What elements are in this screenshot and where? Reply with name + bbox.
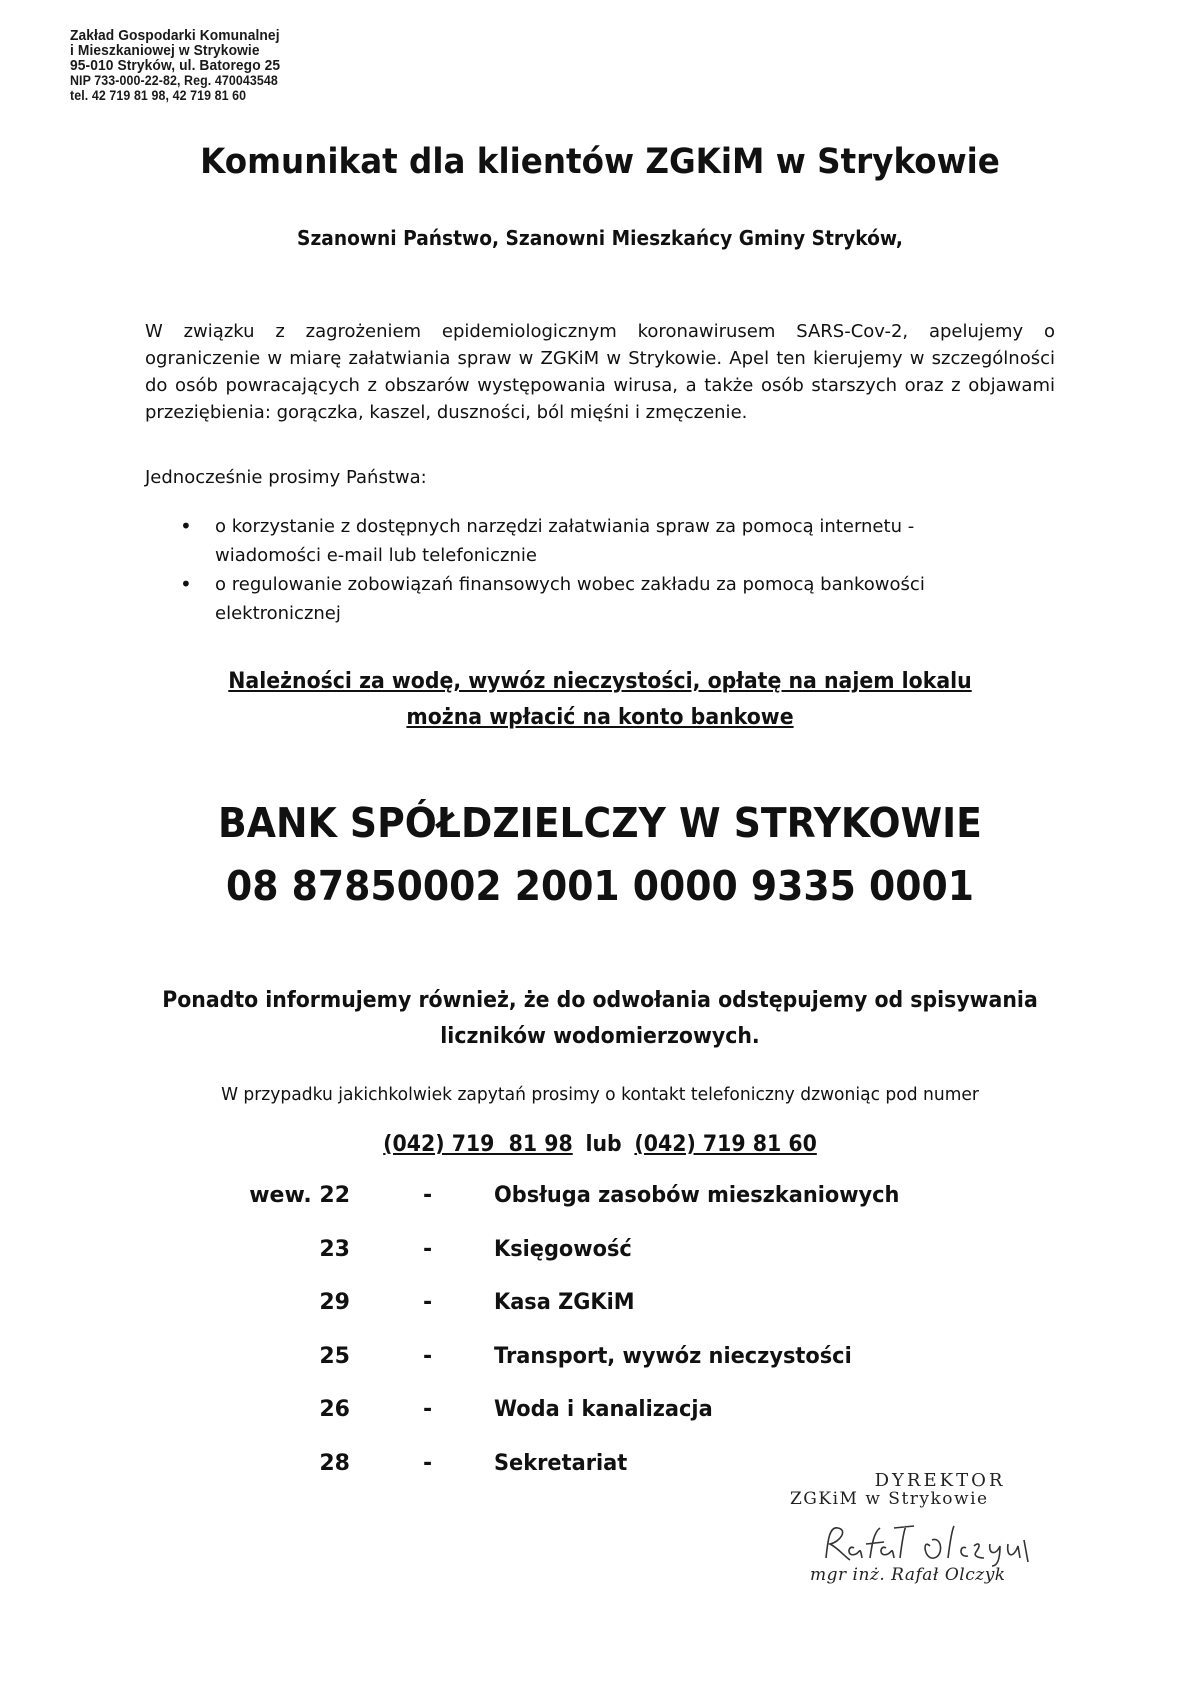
extension-dash: - (423, 1183, 433, 1208)
extension-description: Księgowość (494, 1236, 632, 1262)
contact-text: W przypadku jakichkolwiek zapytań prosimy o kontakt telefoniczny dzwoniąc pod numer (221, 1084, 979, 1105)
extension-dash: - (423, 1343, 433, 1369)
extension-description: Kasa ZGKiM (494, 1290, 635, 1315)
phone-separator: lub (585, 1132, 622, 1157)
extension-description: Woda i kanalizacja (494, 1397, 713, 1422)
handwritten-signature (818, 1518, 1048, 1568)
extension-dash: - (423, 1236, 433, 1262)
extension-description: Obsługa zasobów mieszkaniowych (494, 1183, 900, 1208)
info-line-2: liczników wodomierzowych. (440, 1024, 760, 1049)
stamp-line-company: Zakład Gospodarki Komunalnej (70, 27, 280, 44)
extension-row (270, 1344, 970, 1398)
extension-dash: - (423, 1397, 433, 1422)
extension-number: 23 (319, 1236, 350, 1262)
list-item (180, 512, 1020, 570)
signature-stamp (790, 1470, 1060, 1585)
phone-number-2: (042) 719 81 60 (634, 1132, 817, 1157)
bank-details (48, 792, 1152, 918)
extension-number: 26 (319, 1397, 350, 1422)
extension-dash: - (423, 1290, 433, 1315)
list-item (180, 570, 1020, 628)
dues-line-1: Należności za wodę, wywóz nieczystości, opłatę na najem lokalu (228, 669, 972, 694)
phone-number-1: (042) 719 81 98 (383, 1132, 573, 1157)
info-line-1: Ponadto informujemy również, że do odwołania odstępujemy od spisywania (162, 988, 1038, 1013)
bank-name: BANK SPÓŁDZIELCZY W STRYKOWIE (218, 799, 982, 847)
extension-row (270, 1397, 970, 1451)
extension-number: 28 (319, 1450, 350, 1476)
company-stamp (70, 28, 360, 103)
greeting: Szanowni Państwo, Szanowni Mieszkańcy Gminy Stryków, (297, 226, 903, 250)
list-item-text: o regulowanie zobowiązań finansowych wobec zakładu za pomocą bankowości elektronicznej (215, 574, 925, 624)
phone-numbers (42, 1132, 1158, 1157)
extension-number: wew. 22 (249, 1183, 350, 1208)
stamp-line-phone: tel. 42 719 81 98, 42 719 81 60 (70, 88, 247, 103)
signature-title: DYREKTOR (874, 1470, 1006, 1491)
extension-dash: - (423, 1450, 433, 1476)
extension-row (270, 1237, 970, 1291)
meter-reading-notice (42, 983, 1158, 1055)
request-list (180, 512, 1020, 628)
stamp-line-address: 95-010 Stryków, ul. Batorego 25 (70, 57, 281, 74)
extension-row (249, 1183, 970, 1237)
extension-row (270, 1290, 970, 1344)
bullet-icon: • (180, 514, 192, 538)
stamp-line-nip: NIP 733-000-22-82, Reg. 470043548 (70, 73, 278, 88)
extension-description: Sekretariat (494, 1450, 628, 1476)
stamp-line-company-2: i Mieszkaniowej w Strykowie (70, 42, 260, 59)
intro-paragraph: W związku z zagrożeniem epidemiologicznym koronawirusem SARS-Cov-2, apelujemy o ograniczenie w miarę załatwiania spraw w ZGKiM w Strykowie. Apel ten kierujemy w szczególności do osób powracających z obszarów występowania wirusa, a także osób starszych oraz z objawami przeziębienia: gorączka, kaszel, duszności, ból mięśni i zmęczenie. (145, 321, 1055, 423)
extension-number: 25 (319, 1343, 350, 1369)
extension-description: Transport, wywóz nieczystości (494, 1343, 852, 1369)
signature-organization: ZGKiM w Strykowie (790, 1489, 989, 1509)
extension-list (249, 1183, 970, 1504)
bank-account-number: 08 87850002 2001 0000 9335 0001 (225, 862, 975, 910)
list-item-text: o korzystanie z dostępnych narzędzi załatwiania spraw za pomocą internetu - wiadomości e-mail lub telefonicznie (215, 516, 915, 566)
document-title: Komunikat dla klientów ZGKiM w Strykowie (200, 142, 1000, 182)
dues-line-2: można wpłacić na konto bankowe (406, 705, 794, 730)
dues-notice (42, 664, 1158, 736)
bullet-icon: • (180, 572, 192, 596)
signature-name: mgr inż. Rafał Olczyk (810, 1565, 1006, 1585)
extension-number: 29 (319, 1290, 350, 1315)
request-paragraph: Jednocześnie prosimy Państwa: (145, 467, 427, 488)
